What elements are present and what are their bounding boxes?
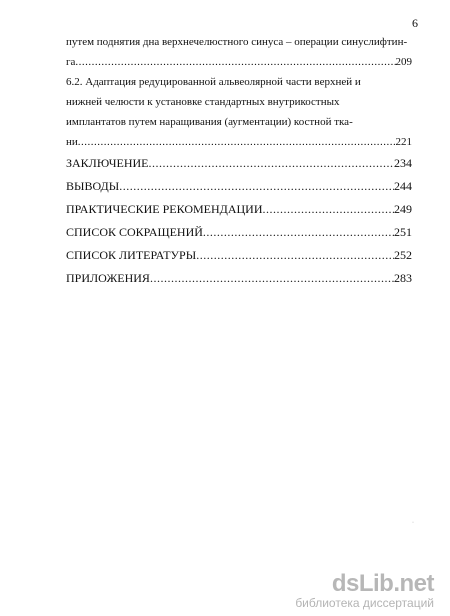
toc-line-entry xyxy=(66,225,412,248)
watermark-logo: dsLib.net xyxy=(331,570,434,597)
toc-line-entry xyxy=(66,202,412,225)
toc-entry-text: 6.2. Адаптация редуцированной альвеолярной части верхней и xyxy=(66,76,361,88)
scan-mark: · xyxy=(412,520,414,526)
toc-entry-text: га xyxy=(66,56,76,68)
toc-page-number: 251 xyxy=(394,225,412,239)
toc-entry-text: имплантатов путем наращивания (аугментации) костной тка- xyxy=(66,116,353,128)
toc-entry-text: путем поднятия дна верхнечелюстного синуса – операции синуслифтин- xyxy=(66,36,408,48)
watermark-subtitle: библиотека диссертаций xyxy=(295,596,434,610)
toc-page-number: 283 xyxy=(394,271,412,285)
toc-line-text xyxy=(66,36,412,56)
toc-page-number: 252 xyxy=(394,248,412,262)
toc-entry-text: СПИСОК ЛИТЕРАТУРЫ xyxy=(66,248,197,262)
toc-entry-text: ПРИЛОЖЕНИЯ xyxy=(66,271,150,285)
toc-page-number: 244 xyxy=(394,179,412,193)
toc-line-text xyxy=(66,96,412,116)
toc-entry-text: СПИСОК СОКРАЩЕНИЙ xyxy=(66,225,203,239)
toc-entry-text: ни xyxy=(66,136,78,148)
dot-leader xyxy=(150,271,394,286)
dot-leader xyxy=(149,156,395,171)
toc-line-text xyxy=(66,76,412,96)
toc-page-number: 209 xyxy=(395,56,412,68)
toc-page-number: 249 xyxy=(394,202,412,216)
dot-leader xyxy=(263,202,395,217)
dot-leader xyxy=(119,179,394,194)
dot-leader xyxy=(75,56,395,68)
table-of-contents xyxy=(66,36,412,294)
toc-line-entry xyxy=(66,248,412,271)
toc-line-text xyxy=(66,116,412,136)
toc-line-entry xyxy=(66,271,412,294)
toc-entry-text: ПРАКТИЧЕСКИЕ РЕКОМЕНДАЦИИ xyxy=(66,202,263,216)
dot-leader xyxy=(203,225,394,240)
toc-page-number: 221 xyxy=(395,136,412,148)
toc-line-entry xyxy=(66,179,412,202)
toc-line-entry xyxy=(66,56,412,76)
toc-line-entry xyxy=(66,136,412,156)
watermark xyxy=(295,572,434,610)
dot-leader xyxy=(196,248,394,263)
toc-entry-text: ЗАКЛЮЧЕНИЕ xyxy=(66,156,149,170)
toc-page-number: 234 xyxy=(394,156,412,170)
toc-entry-text: нижней челюсти к установке стандартных внутрикостных xyxy=(66,96,340,108)
dot-leader xyxy=(78,136,396,148)
page-number: 6 xyxy=(412,16,418,30)
toc-line-entry xyxy=(66,156,412,179)
toc-entry-text: ВЫВОДЫ xyxy=(66,179,120,193)
